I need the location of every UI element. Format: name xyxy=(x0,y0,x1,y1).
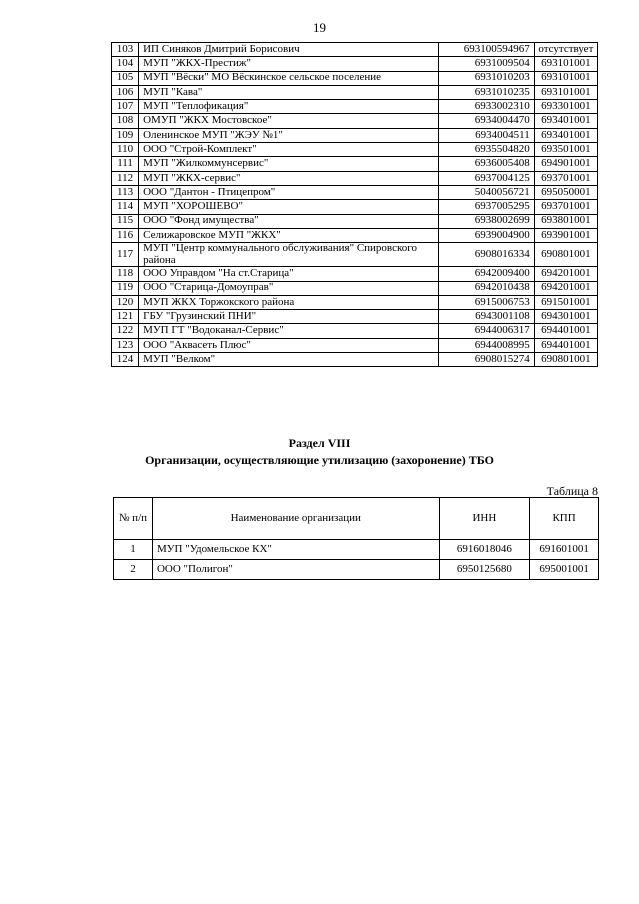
org-name: Оленинское МУП "ЖЭУ №1" xyxy=(139,128,439,142)
organizations-table-8 xyxy=(113,497,599,580)
page-number: 19 xyxy=(313,20,326,35)
row-number: 121 xyxy=(112,310,139,324)
org-name: ООО "Полигон" xyxy=(152,560,439,580)
org-name: МУП "ЖКХ-Престиж" xyxy=(139,57,439,71)
kpp-value: 691501001 xyxy=(534,295,597,309)
kpp-value: 690801001 xyxy=(534,243,597,267)
kpp-value: 693701001 xyxy=(534,171,597,185)
inn-value: 6937005295 xyxy=(439,200,534,214)
row-number: 107 xyxy=(112,100,139,114)
table-row xyxy=(112,295,598,309)
row-number: 110 xyxy=(112,143,139,157)
kpp-value: 694201001 xyxy=(534,267,597,281)
org-name: МУП "ХОРОШЕВО" xyxy=(139,200,439,214)
row-number: 106 xyxy=(112,85,139,99)
kpp-value: 693401001 xyxy=(534,128,597,142)
organizations-table-7 xyxy=(111,42,598,367)
row-number: 111 xyxy=(112,157,139,171)
row-number: 119 xyxy=(112,281,139,295)
header-org-name: Наименование организации xyxy=(152,498,439,540)
org-name: МУП "Вёски" МО Вёскинское сельское поселение xyxy=(139,71,439,85)
inn-value: 6916018046 xyxy=(439,540,530,560)
inn-value: 6944006317 xyxy=(439,324,534,338)
row-number: 116 xyxy=(112,228,139,242)
header-number: № п/п xyxy=(114,498,153,540)
org-name: МУП "ЖКХ-сервис" xyxy=(139,171,439,185)
row-number: 112 xyxy=(112,171,139,185)
table-row xyxy=(112,143,598,157)
kpp-value: 694401001 xyxy=(534,338,597,352)
inn-value: 6934004470 xyxy=(439,114,534,128)
inn-value: 6908016334 xyxy=(439,243,534,267)
row-number: 108 xyxy=(112,114,139,128)
inn-value: 6937004125 xyxy=(439,171,534,185)
inn-value: 6908015274 xyxy=(439,353,534,367)
org-name: МУП "Центр коммунального обслуживания" Спировского района xyxy=(139,243,439,267)
row-number: 114 xyxy=(112,200,139,214)
inn-value: 6942010438 xyxy=(439,281,534,295)
table-row xyxy=(112,281,598,295)
inn-value: 6934004511 xyxy=(439,128,534,142)
kpp-value: 693301001 xyxy=(534,100,597,114)
table-8-label: Таблица 8 xyxy=(546,484,598,498)
kpp-value: 693101001 xyxy=(534,57,597,71)
kpp-value: 693501001 xyxy=(534,143,597,157)
inn-value: 6950125680 xyxy=(439,560,530,580)
kpp-value: 693401001 xyxy=(534,114,597,128)
table-8-body xyxy=(114,540,599,580)
org-name: МУП "Теплофикация" xyxy=(139,100,439,114)
kpp-value: 693901001 xyxy=(534,228,597,242)
org-name: МУП "Кава" xyxy=(139,85,439,99)
header-inn: ИНН xyxy=(439,498,530,540)
table-row xyxy=(112,214,598,228)
org-name: ИП Синяков Дмитрий Борисович xyxy=(139,43,439,57)
table-row xyxy=(112,71,598,85)
row-number: 104 xyxy=(112,57,139,71)
kpp-value: отсутствует xyxy=(534,43,597,57)
org-name: ООО Управдом "На ст.Старица" xyxy=(139,267,439,281)
org-name: ООО "Дантон - Птицепром" xyxy=(139,185,439,199)
kpp-value: 691601001 xyxy=(530,540,599,560)
kpp-value: 693701001 xyxy=(534,200,597,214)
table-row xyxy=(112,324,598,338)
inn-value: 6936005408 xyxy=(439,157,534,171)
inn-value: 6944008995 xyxy=(439,338,534,352)
inn-value: 693100594967 xyxy=(439,43,534,57)
inn-value: 6931010235 xyxy=(439,85,534,99)
kpp-value: 693101001 xyxy=(534,85,597,99)
inn-value: 6915006753 xyxy=(439,295,534,309)
table-header-row xyxy=(114,498,599,540)
table-7-body xyxy=(112,43,598,367)
kpp-value: 694901001 xyxy=(534,157,597,171)
row-number: 122 xyxy=(112,324,139,338)
org-name: ООО "Старица-Домоуправ" xyxy=(139,281,439,295)
org-name: ООО "Строй-Комплект" xyxy=(139,143,439,157)
kpp-value: 695050001 xyxy=(534,185,597,199)
section-subtitle: Организации, осуществляющие утилизацию (захоронение) ТБО xyxy=(145,453,494,467)
table-row xyxy=(112,157,598,171)
row-number: 117 xyxy=(112,243,139,267)
row-number: 113 xyxy=(112,185,139,199)
inn-value: 6938002699 xyxy=(439,214,534,228)
inn-value: 6931009504 xyxy=(439,57,534,71)
row-number: 105 xyxy=(112,71,139,85)
row-number: 1 xyxy=(114,540,153,560)
org-name: ГБУ "Грузинский ПНИ" xyxy=(139,310,439,324)
kpp-value: 693101001 xyxy=(534,71,597,85)
table-row xyxy=(112,171,598,185)
org-name: Селижаровское МУП "ЖКХ" xyxy=(139,228,439,242)
row-number: 109 xyxy=(112,128,139,142)
row-number: 123 xyxy=(112,338,139,352)
section-title: Раздел VIII xyxy=(288,436,351,450)
table-row xyxy=(112,310,598,324)
row-number: 118 xyxy=(112,267,139,281)
inn-value: 5040056721 xyxy=(439,185,534,199)
org-name: ОМУП "ЖКХ Мостовское" xyxy=(139,114,439,128)
row-number: 115 xyxy=(112,214,139,228)
kpp-value: 695001001 xyxy=(530,560,599,580)
row-number: 103 xyxy=(112,43,139,57)
inn-value: 6943001108 xyxy=(439,310,534,324)
header-kpp: КПП xyxy=(530,498,599,540)
table-row xyxy=(112,243,598,267)
table-row xyxy=(112,114,598,128)
table-row xyxy=(112,185,598,199)
inn-value: 6935504820 xyxy=(439,143,534,157)
org-name: МУП "Жилкоммунсервис" xyxy=(139,157,439,171)
table-row xyxy=(112,85,598,99)
kpp-value: 694201001 xyxy=(534,281,597,295)
table-row xyxy=(114,540,599,560)
org-name: МУП ГТ "Водоканал-Сервис" xyxy=(139,324,439,338)
inn-value: 6939004900 xyxy=(439,228,534,242)
kpp-value: 694301001 xyxy=(534,310,597,324)
inn-value: 6942009400 xyxy=(439,267,534,281)
inn-value: 6933002310 xyxy=(439,100,534,114)
table-row xyxy=(112,128,598,142)
org-name: ООО "Фонд имущества" xyxy=(139,214,439,228)
row-number: 124 xyxy=(112,353,139,367)
table-row xyxy=(112,57,598,71)
table-row xyxy=(112,43,598,57)
org-name: МУП "Велком" xyxy=(139,353,439,367)
org-name: МУП "Удомельское КХ" xyxy=(152,540,439,560)
org-name: ООО "Аквасеть Плюс" xyxy=(139,338,439,352)
kpp-value: 693801001 xyxy=(534,214,597,228)
kpp-value: 690801001 xyxy=(534,353,597,367)
kpp-value: 694401001 xyxy=(534,324,597,338)
table-row xyxy=(112,353,598,367)
table-row xyxy=(112,100,598,114)
table-row xyxy=(112,228,598,242)
row-number: 2 xyxy=(114,560,153,580)
table-row xyxy=(112,267,598,281)
inn-value: 6931010203 xyxy=(439,71,534,85)
row-number: 120 xyxy=(112,295,139,309)
table-row xyxy=(112,338,598,352)
table-row xyxy=(112,200,598,214)
org-name: МУП ЖКХ Торжокского района xyxy=(139,295,439,309)
table-row xyxy=(114,560,599,580)
